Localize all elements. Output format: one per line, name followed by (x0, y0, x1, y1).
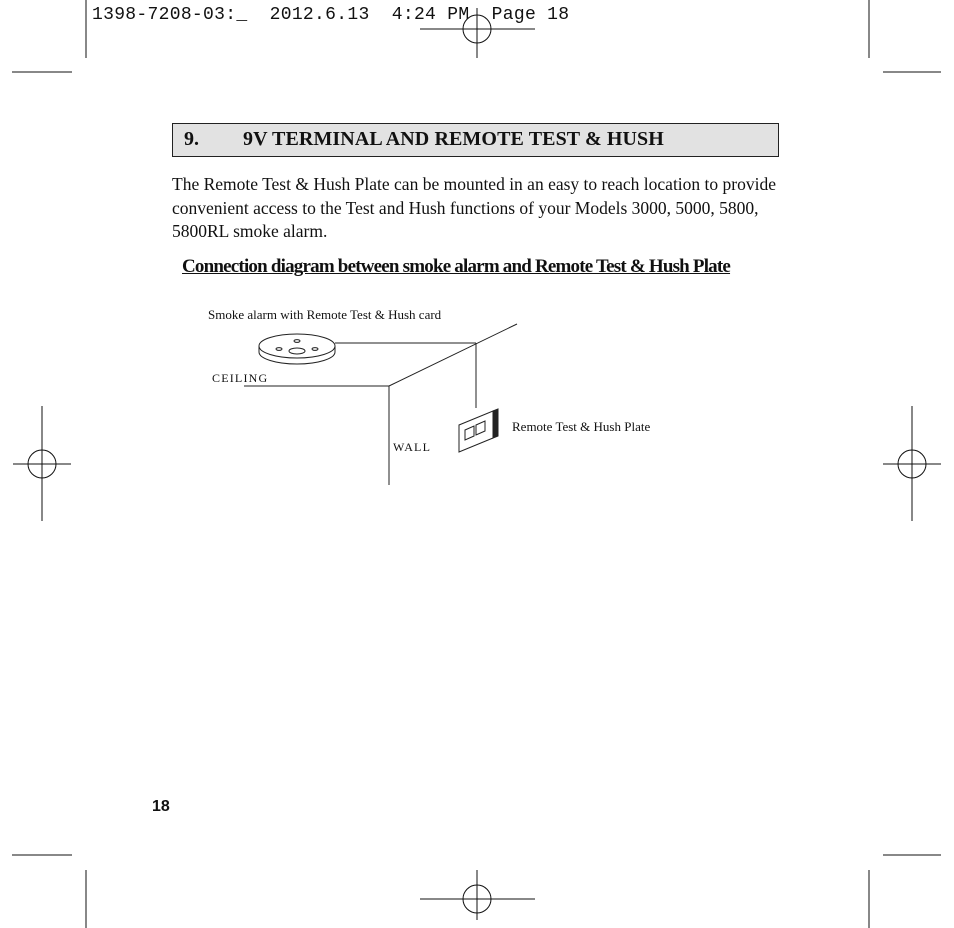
section-title: 9V TERMINAL AND REMOTE TEST & HUSH (243, 128, 664, 150)
smoke-alarm-icon (259, 334, 335, 364)
wall-label: WALL (393, 440, 432, 454)
print-slug: 1398-7208-03:_ 2012.6.13 4:24 PM Page 18 (92, 5, 570, 25)
remote-plate-icon (459, 409, 498, 452)
corner-diagonal-line (389, 324, 517, 386)
diagram-heading: Connection diagram between smoke alarm and Remote Test & Hush Plate (182, 256, 731, 277)
remote-plate-label: Remote Test & Hush Plate (512, 419, 651, 434)
page-number: 18 (152, 798, 170, 815)
smoke-alarm-label: Smoke alarm with Remote Test & Hush card (208, 307, 442, 322)
intro-paragraph: The Remote Test & Hush Plate can be mounted in an easy to reach location to provide convenient access to the Test and Hush functions of your Models 3000, 5000, 5800, 5800RL smoke alarm. (172, 174, 776, 241)
ceiling-label: CEILING (212, 371, 269, 385)
section-number: 9. (184, 128, 199, 150)
